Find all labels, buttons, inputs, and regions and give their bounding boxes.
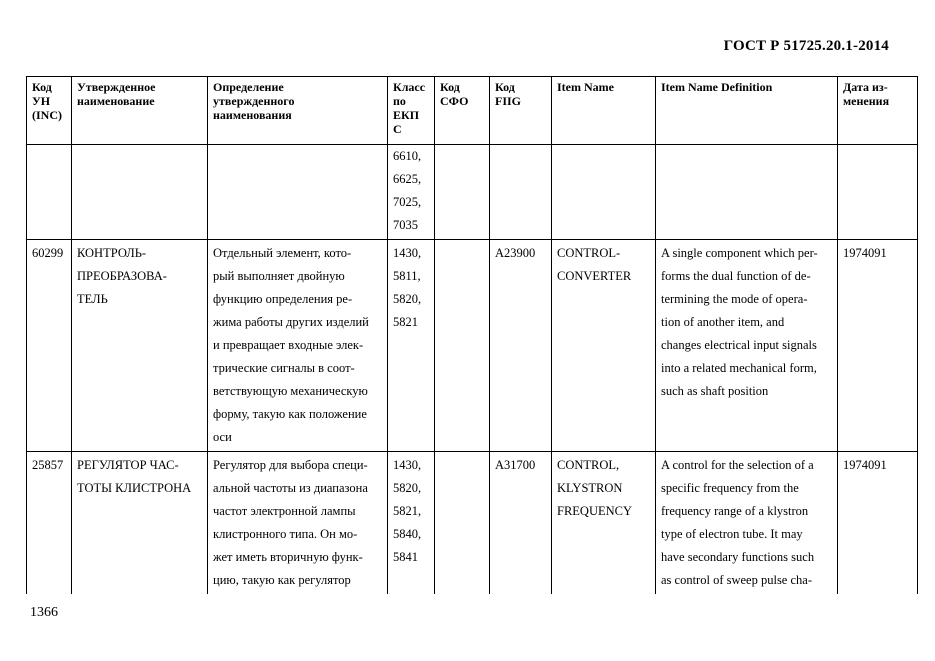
cell-fiig: A23900: [490, 240, 552, 452]
page-number: 1366: [30, 605, 58, 620]
text-line: 5820,: [393, 292, 422, 306]
cell-name-ru: [72, 452, 208, 595]
text-line: УН: [32, 94, 51, 108]
text-line: Код: [440, 80, 460, 94]
text-line: FIIG: [495, 94, 522, 108]
text-line: A single component which per-: [661, 246, 818, 260]
text-line: частот электронной лампы: [213, 504, 356, 518]
text-line: such as shaft position: [661, 384, 769, 398]
cell-definition-ru: [208, 240, 388, 452]
text-line: РЕГУЛЯТОР ЧАС-: [77, 458, 179, 472]
cell-change-date: 1974091: [838, 240, 918, 452]
text-line: ТОТЫ КЛИСТРОНА: [77, 481, 192, 495]
table-row: [27, 145, 918, 240]
col-header-item-definition: [656, 77, 838, 145]
text-line: have secondary functions such: [661, 550, 815, 564]
text-line: specific frequency from the: [661, 481, 799, 495]
text-line: Класс: [393, 80, 426, 94]
cell-definition-ru: [208, 452, 388, 595]
cell-change-date: 1974091: [838, 452, 918, 595]
cell-item-name: [552, 145, 656, 240]
cell-sfo: [435, 240, 490, 452]
text-line: форму, такую как положение: [213, 407, 367, 421]
text-line: CONTROL-: [557, 246, 621, 260]
text-line: tion of another item, and: [661, 315, 785, 329]
table-row: [27, 240, 918, 452]
text-line: 1430,: [393, 458, 422, 472]
col-header-sfo: [435, 77, 490, 145]
text-line: 5821,: [393, 504, 422, 518]
text-line: frequency range of a klystron: [661, 504, 809, 518]
text-line: наименования: [213, 108, 292, 122]
col-header-fiig: [490, 77, 552, 145]
text-line: КОНТРОЛЬ-: [77, 246, 147, 260]
text-line: (INC): [32, 108, 62, 122]
text-line: as control of sweep pulse cha-: [661, 573, 812, 587]
col-header-inc: [27, 77, 72, 145]
text-line: Отдельный элемент, кото-: [213, 246, 352, 260]
text-line: СФО: [440, 94, 469, 108]
cell-inc: 60299: [27, 240, 72, 452]
cell-item-definition: [656, 452, 838, 595]
text-line: forms the dual function of de-: [661, 269, 811, 283]
text-line: 5811,: [393, 269, 421, 283]
table-header-row: [27, 77, 918, 145]
cell-item-name: [552, 452, 656, 595]
text-line: Item Name Definition: [661, 80, 773, 94]
col-header-change-date: [838, 77, 918, 145]
text-line: A control for the selection of a: [661, 458, 814, 472]
text-line: жет иметь вторичную функ-: [213, 550, 363, 564]
text-line: ветствующую механическую: [213, 384, 368, 398]
text-line: CONTROL,: [557, 458, 620, 472]
text-line: ПРЕОБРАЗОВА-: [77, 269, 167, 283]
cell-item-definition: [656, 145, 838, 240]
text-line: альной частоты из диапазона: [213, 481, 368, 495]
text-line: жима работы других изделий: [213, 315, 369, 329]
cell-name-ru: [72, 145, 208, 240]
text-line: цию, такую как регулятор: [213, 573, 351, 587]
col-header-definition-ru: [208, 77, 388, 145]
cell-inc: [27, 145, 72, 240]
cell-sfo: [435, 452, 490, 595]
text-line: Item Name: [557, 80, 614, 94]
document-code: ГОСТ Р 51725.20.1-2014: [723, 38, 889, 54]
cell-fiig: A31700: [490, 452, 552, 595]
text-line: 1430,: [393, 246, 422, 260]
cell-classes: [388, 240, 435, 452]
text-line: CONVERTER: [557, 269, 632, 283]
cell-item-name: [552, 240, 656, 452]
text-line: Утвержденное: [77, 80, 156, 94]
cell-sfo: [435, 145, 490, 240]
text-line: Регулятор для выбора специ-: [213, 458, 368, 472]
text-line: Дата из-: [843, 80, 888, 94]
text-line: 7035: [393, 218, 418, 232]
text-line: Определение: [213, 80, 284, 94]
cell-item-definition: [656, 240, 838, 452]
cell-name-ru: [72, 240, 208, 452]
text-line: KLYSTRON: [557, 481, 623, 495]
cell-classes: [388, 145, 435, 240]
text-line: наименование: [77, 94, 155, 108]
text-line: ЕКП: [393, 108, 420, 122]
text-line: FREQUENCY: [557, 504, 633, 518]
cell-classes: [388, 452, 435, 595]
text-line: Код: [32, 80, 52, 94]
nomenclature-table: [26, 76, 918, 594]
text-line: 6610,: [393, 149, 422, 163]
text-line: 7025,: [393, 195, 422, 209]
text-line: 5841: [393, 550, 418, 564]
text-line: 5840,: [393, 527, 422, 541]
text-line: Код: [495, 80, 515, 94]
text-line: трические сигналы в соот-: [213, 361, 355, 375]
cell-inc: 25857: [27, 452, 72, 595]
col-header-item-name: [552, 77, 656, 145]
text-line: клистронного типа. Он мо-: [213, 527, 358, 541]
text-line: оси: [213, 430, 232, 444]
cell-fiig: [490, 145, 552, 240]
text-line: 6625,: [393, 172, 422, 186]
text-line: рый выполняет двойную: [213, 269, 345, 283]
text-line: менения: [843, 94, 890, 108]
cell-definition-ru: [208, 145, 388, 240]
text-line: 5821: [393, 315, 418, 329]
text-line: changes electrical input signals: [661, 338, 817, 352]
text-line: по: [393, 94, 406, 108]
col-header-name-ru: [72, 77, 208, 145]
text-line: termining the mode of opera-: [661, 292, 808, 306]
cell-change-date: [838, 145, 918, 240]
text-line: утвержденного: [213, 94, 295, 108]
table-row: [27, 452, 918, 595]
text-line: функцию определения ре-: [213, 292, 353, 306]
text-line: С: [393, 122, 402, 136]
text-line: 5820,: [393, 481, 422, 495]
text-line: into a related mechanical form,: [661, 361, 817, 375]
text-line: и превращает входные элек-: [213, 338, 364, 352]
text-line: type of electron tube. It may: [661, 527, 803, 541]
text-line: ТЕЛЬ: [77, 292, 108, 306]
col-header-class: [388, 77, 435, 145]
